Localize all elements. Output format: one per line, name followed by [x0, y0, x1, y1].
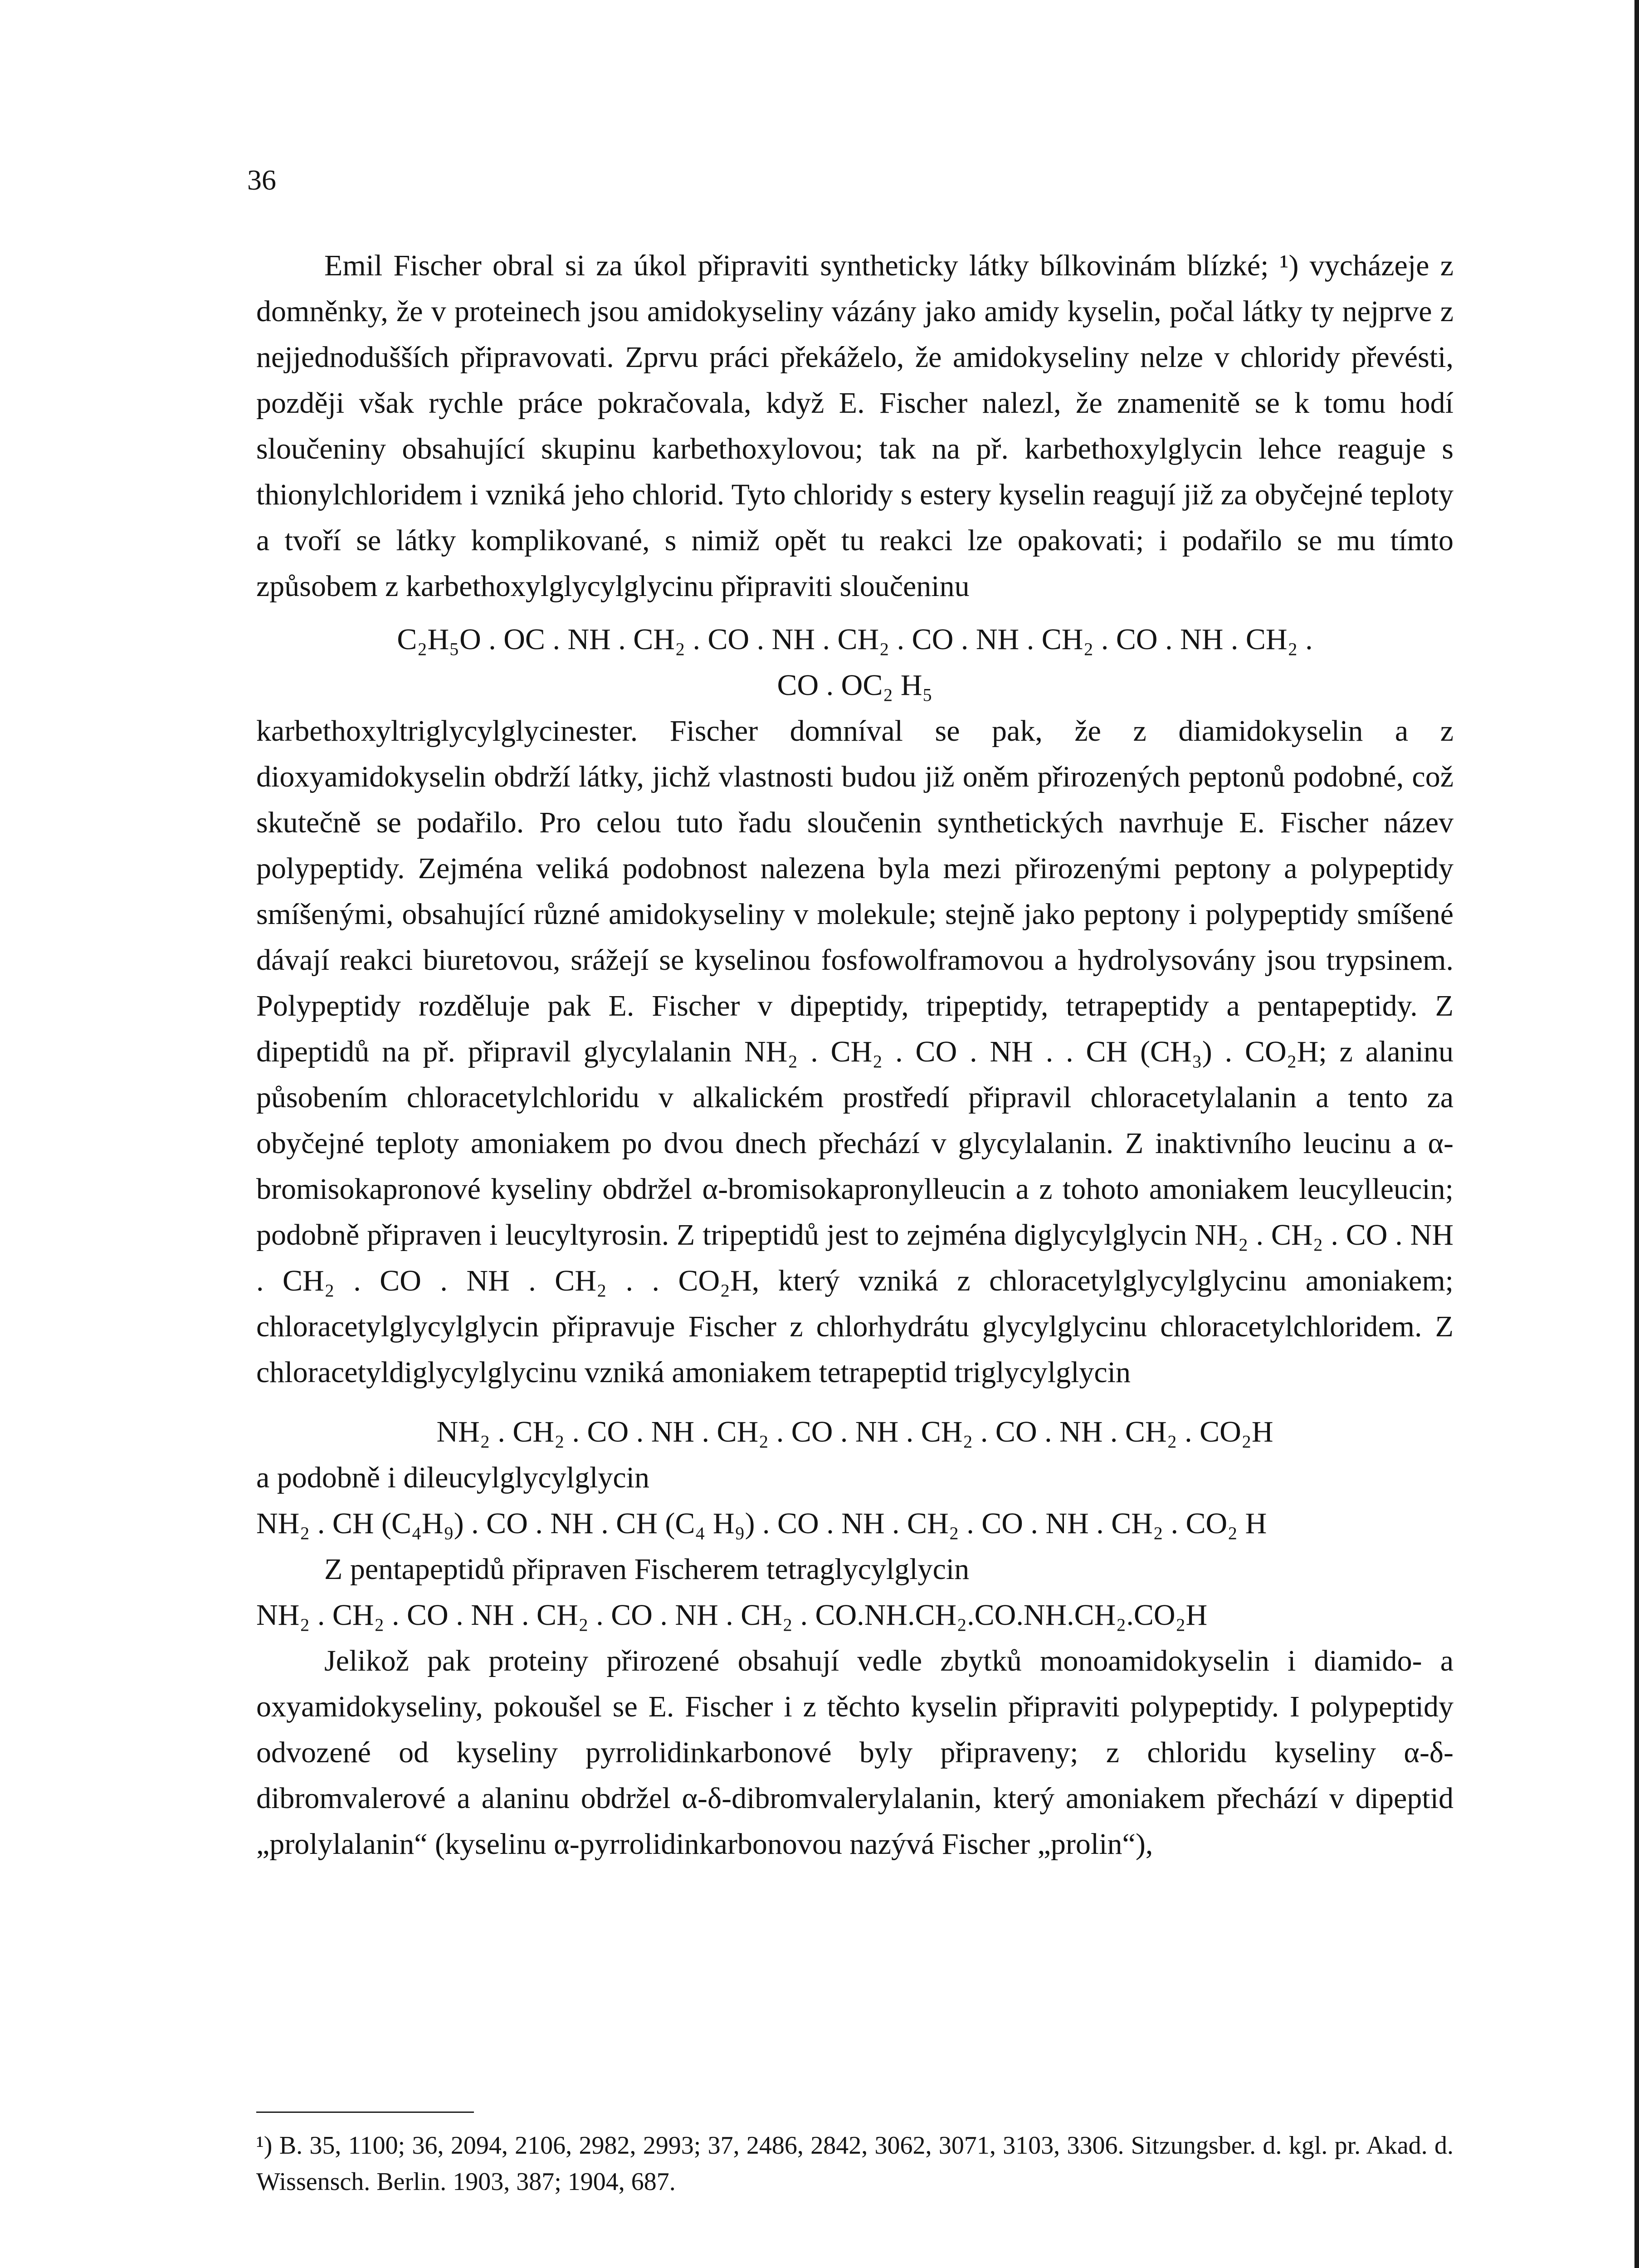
- page-number: 36: [247, 164, 276, 196]
- footnote: ¹) B. 35, 1100; 36, 2094, 2106, 2982, 2993; 37, 2486, 2842, 3062, 3071, 3103, 3306. Sitzungsber. d. kgl. pr. Akad. d. Wissensch. Berlin. 1903, 387; 1904, 687.: [256, 2131, 1454, 2196]
- formula-ester-line1: C₂H₅O . OC . NH . CH₂ . CO . NH . CH₂ . CO . NH . CH₂ . CO . NH . CH₂ .: [397, 623, 1313, 656]
- formula-ester-line2: CO . OC₂ H₅: [777, 669, 933, 702]
- formula-dileucylglycylglycin: NH₂ . CH (C₄H₉) . CO . NH . CH (C₄ H₉) . CO . NH . CH₂ . CO . NH . CH₂ . CO₂ H: [256, 1507, 1267, 1540]
- paragraph-polypeptides: karbethoxyltriglycylglycinester. Fischer domníval se pak, že z diamidokyselin a z dioxyamidokyselin obdrží látky, jichž vlastnosti budou již oněm přirozených peptonů podobné, což skutečně se podařilo. Pro celou tuto řadu sloučenin synthetických navrhuje E. Fischer název polypeptidy. Zejména veliká podobnost nalezena byla mezi přirozenými peptony a polypeptidy smíšenými, obsahující různé amidokyseliny v molekule; stejně jako peptony i polypeptidy smíšené dávají reakci biuretovou, srážejí se kyselinou fosfowolframovou a hydrolysovány jsou trypsinem. Polypeptidy rozděluje pak E. Fischer v dipeptidy, tripeptidy, tetrapeptidy a pentapeptidy. Z dipeptidů na př. připravil glycylalanin NH₂ . CH₂ . CO . NH . . CH (CH₃) . CO₂H; z alaninu působením chloracetylchloridu v alkalickém prostředí připravil chloracetylalanin a tento za obyčejné teploty amoniakem po dvou dnech přechází v glycylalanin. Z inaktivního leucinu a α-bromisokapronové kyseliny obdržel α-bromisokapronylleucin a z tohoto amoniakem leucylleucin; podobně připraven i leucyltyrosin. Z tripeptidů jest to zejména diglycylglycin NH₂ . CH₂ . CO . NH . CH₂ . CO . NH . CH₂ . . CO₂H, který vzniká z chloracetylglycylglycinu amoniakem; chloracetylglycylglycin připravuje Fischer z chlorhydrátu glycylglycinu chloracetylchloridem. Z chloracetyldiglycylglycinu vzniká amoniakem tetrapeptid triglycylglycin: [256, 714, 1454, 1389]
- paragraph-pentapeptide-intro: Z pentapeptidů připraven Fischerem tetraglycylglycin: [324, 1553, 970, 1586]
- paragraph-fischer-intro: Emil Fischer obral si za úkol připraviti syntheticky látky bílkovinám blízké; ¹) vycházeje z domněnky, že v proteinech jsou amidokyseliny vázány jako amidy kyselin, počal látky ty nejprve z nejjednodušších připravovati. Zprvu práci překáželo, že amidokyseliny nelze v chloridy převésti, později však rychle práce pokračovala, když E. Fischer nalezl, že znamenitě se k tomu hodí sloučeniny obsahující skupinu karbethoxylovou; tak na př. karbethoxylglycin lehce reaguje s thionylchloridem i vzniká jeho chlorid. Tyto chloridy s estery kyselin reagují již za obyčejné teploty a tvoří se látky komplikované, s nimiž opět tu reakci lze opakovati; i podařilo se mu tímto způsobem z karbethoxylglycylglycinu připraviti sloučeninu: [256, 249, 1454, 603]
- footnote-divider: [256, 2112, 474, 2113]
- paragraph-dileucyl-intro: a podobně i dileucylglycylglycin: [256, 1461, 649, 1494]
- formula-tetraglycylglycin: NH₂ . CH₂ . CO . NH . CH₂ . CO . NH . CH₂ . CO.NH.CH₂.CO.NH.CH₂.CO₂H: [256, 1598, 1208, 1632]
- page-edge: [1634, 0, 1639, 2268]
- body-text: [256, 243, 1454, 1867]
- formula-triglycylglycin: NH₂ . CH₂ . CO . NH . CH₂ . CO . NH . CH₂ . CO . NH . CH₂ . CO₂H: [436, 1415, 1273, 1448]
- paragraph-proline: Jelikož pak proteiny přirozené obsahují vedle zbytků monoamidokyselin i diamido- a oxyamidokyseliny, pokoušel se E. Fischer i z těchto kyselin připraviti polypeptidy. I polypeptidy odvozené od kyseliny pyrrolidinkarbonové byly připraveny; z chloridu kyseliny α-δ-dibromvalerové a alaninu obdržel α-δ-dibromvalerylalanin, který amoniakem přechází v dipeptid „prolylalanin“ (kyselinu α-pyrrolidinkarbonovou nazývá Fischer „prolin“),: [256, 1644, 1454, 1861]
